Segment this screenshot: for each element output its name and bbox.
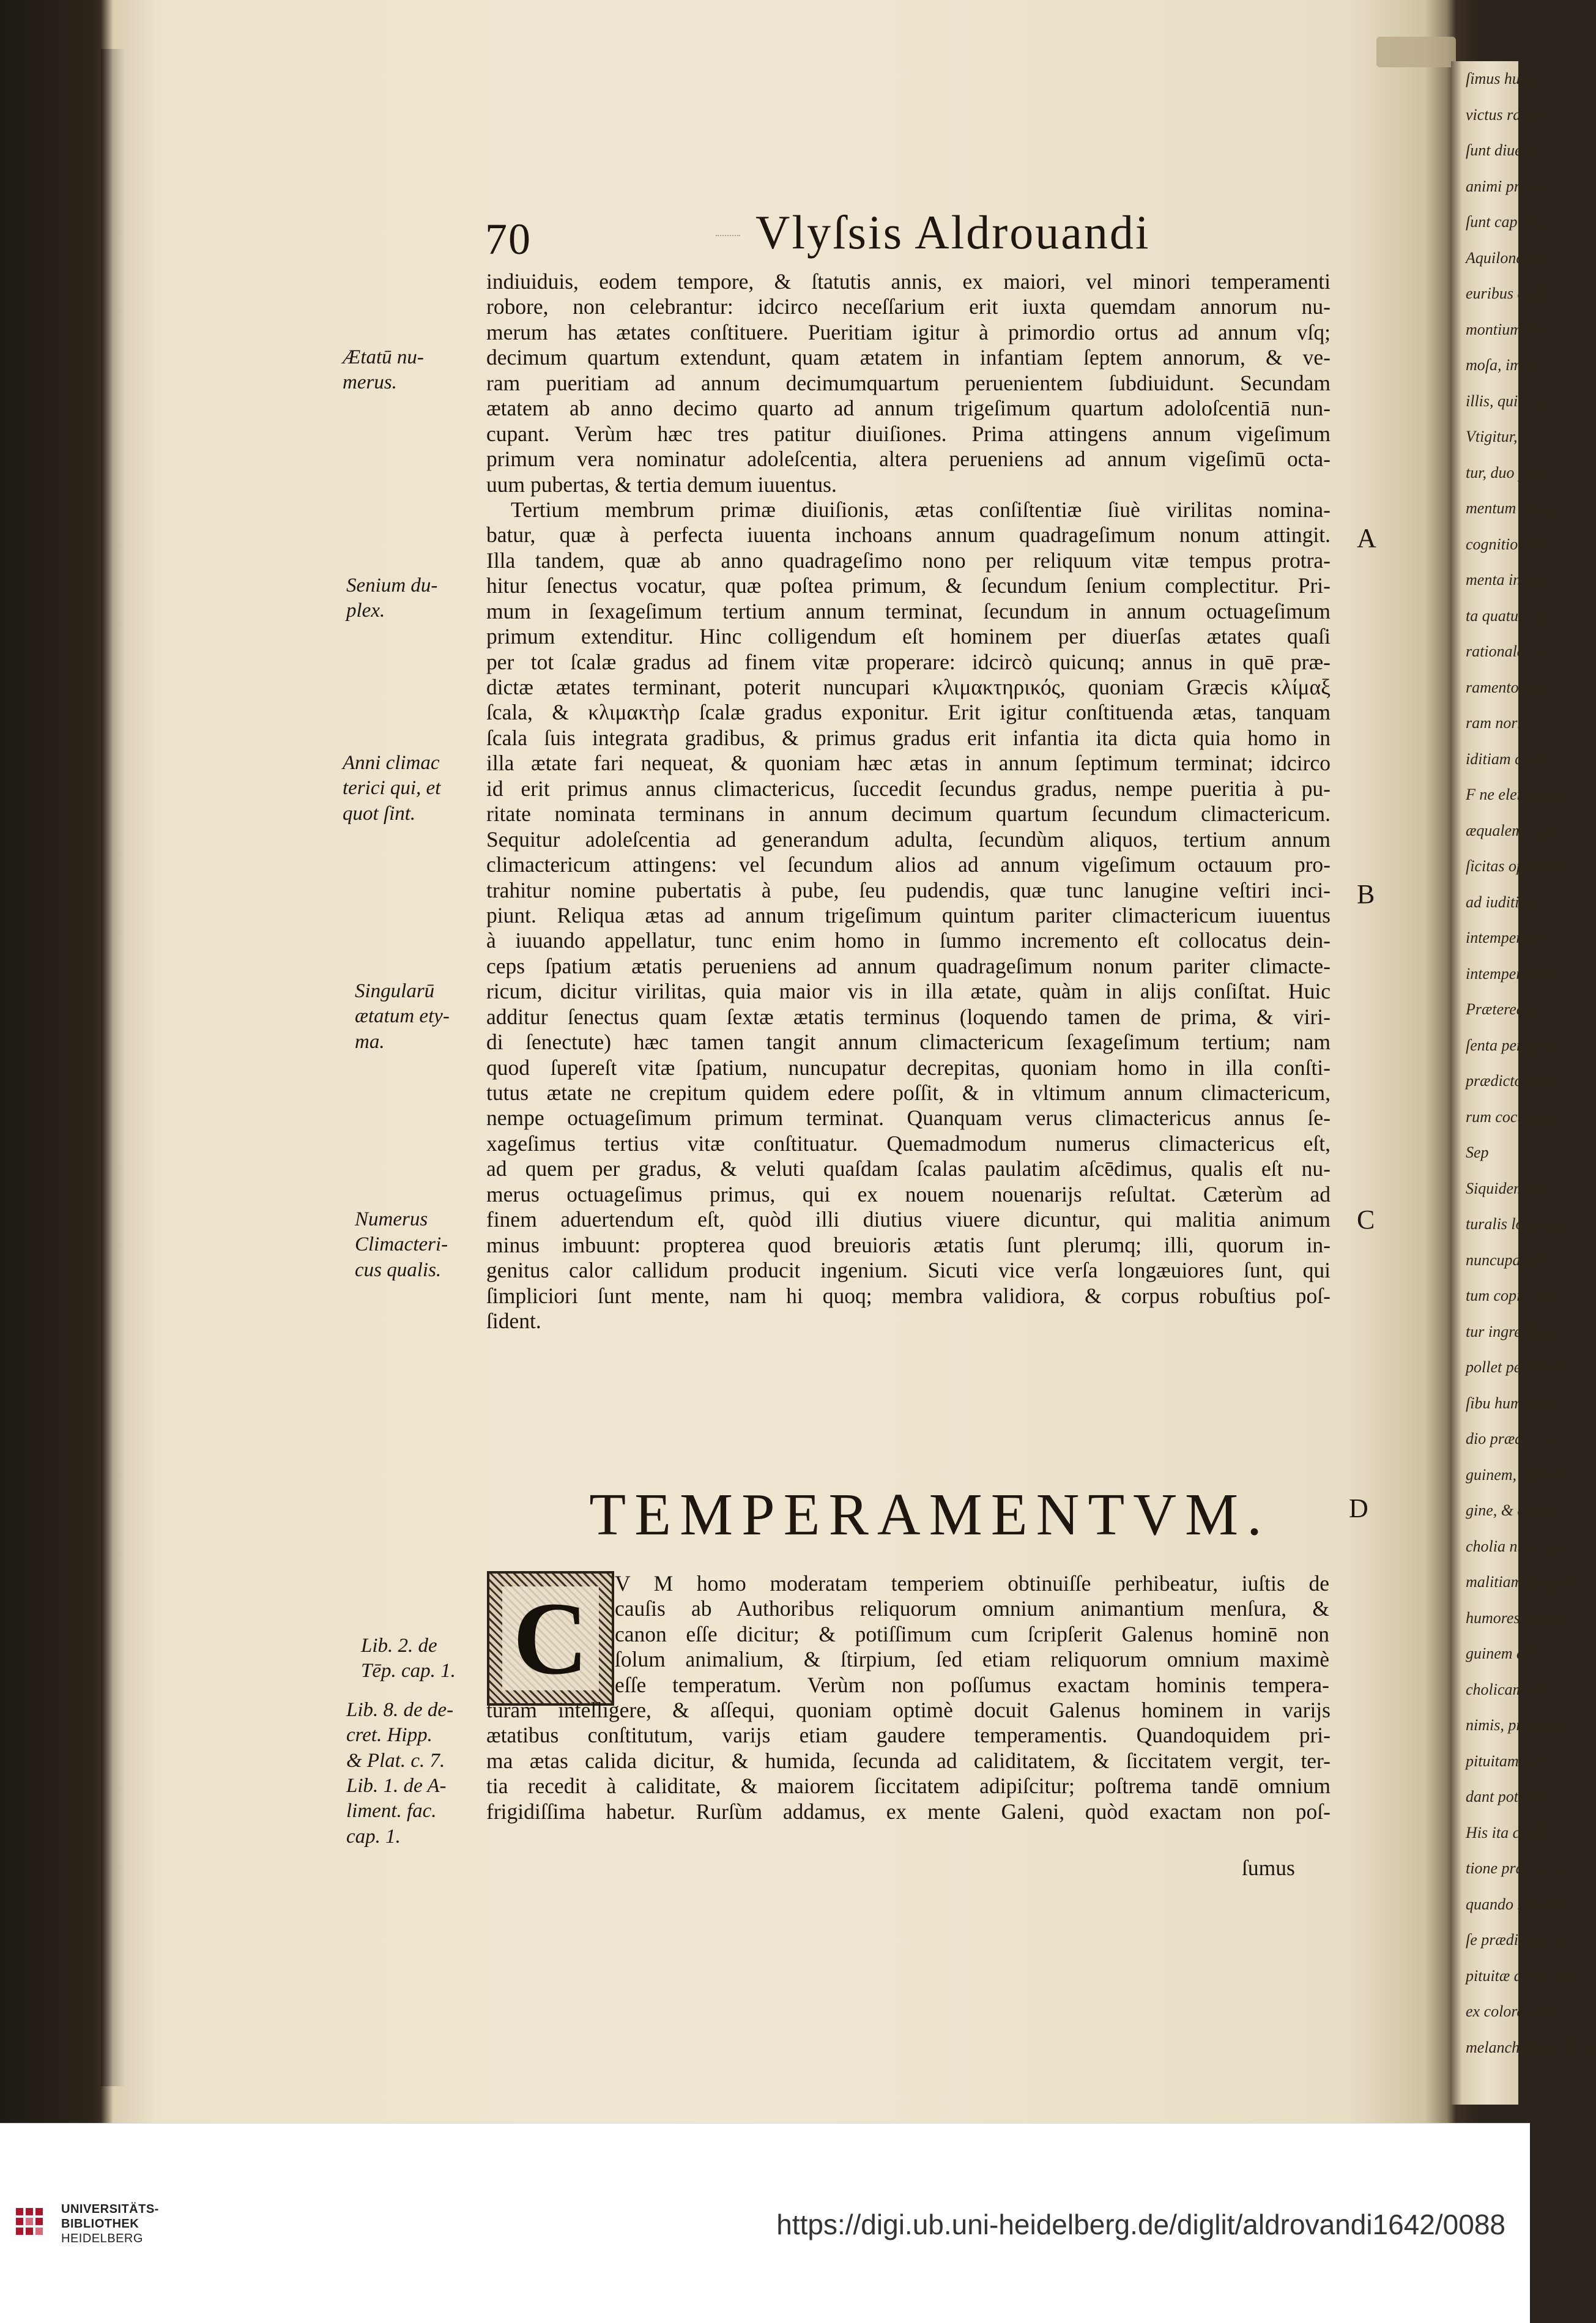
initial-letter: C bbox=[502, 1586, 599, 1690]
text-line: genitus calor callidum producit ingenium. Sicuti vice verſa longæuiores ſunt, qui bbox=[486, 1258, 1331, 1283]
text-line: nempe octuageſimum primum terminat. Quanquam verus climactericus annus ſe- bbox=[486, 1106, 1331, 1131]
facing-page-line: tione prædomin bbox=[1466, 1859, 1566, 1877]
side-note-line: quot ſint. bbox=[343, 802, 416, 825]
margin-letter-b: B bbox=[1357, 879, 1375, 909]
text-line: à iuuando appellatur, tunc enim homo in ſummo incremento eſt collocatus dein- bbox=[486, 928, 1331, 953]
text-line: merum has ætates conſtituere. Pueritiam igitur à primordio ortus ad annum vſq; bbox=[486, 319, 1331, 344]
text-line: di ſenectute) hæc tamen tangit annum climactericum ſexageſimum tertium; nam bbox=[486, 1030, 1331, 1055]
side-note-line: Lib. 8. de de- bbox=[346, 1699, 454, 1721]
logo-line-1: UNIVERSITÄTS- bbox=[61, 2202, 159, 2216]
margin-letter-d: D bbox=[1349, 1493, 1368, 1523]
facing-page-line: iditiam conſ bbox=[1466, 749, 1542, 768]
side-note-line: Lib. 1. de A- bbox=[346, 1775, 447, 1797]
facing-page-line: dant poterit. bbox=[1466, 1788, 1545, 1805]
side-note-line: Anni climac bbox=[343, 752, 440, 774]
facing-page-line: rationales qu bbox=[1466, 642, 1550, 660]
text-line: trahitur nomine pubertatis à pube, ſeu pudendis, quæ tunc lanugine veſtiri inci- bbox=[486, 877, 1331, 902]
text-line: uum pubertas, & tertia demum iuuentus. bbox=[486, 472, 837, 497]
facing-page-line: cholia nuncupat bbox=[1466, 1537, 1569, 1555]
viewer-footer bbox=[0, 2123, 1530, 2323]
text-line: minus imbuunt: propterea quod breuioris ætatis ſunt plerumq; illi, quorum in- bbox=[486, 1232, 1331, 1257]
text-line: mum in ſexageſimum tertium annum terminat, ſecundum in annum octuageſimum bbox=[486, 598, 1331, 623]
side-note-line: & Plat. c. 7. bbox=[346, 1749, 445, 1772]
facing-page-line: ſe prædictus: hu bbox=[1466, 1931, 1569, 1949]
text-line: ſcala ſuis integrata gradibus, & primus gradus erit infantia ita dicta quia homo in bbox=[486, 725, 1331, 750]
side-note-line: Climacteri- bbox=[355, 1233, 448, 1256]
text-line: canon eſſe dicitur; & potiſſimum cum ſcripſerit Galenus hominē non bbox=[615, 1621, 1329, 1646]
side-note-senium bbox=[346, 573, 437, 624]
head-ornament bbox=[716, 220, 740, 236]
facing-page-line: ex colore inter ſ bbox=[1466, 2002, 1567, 2020]
library-logo-icon bbox=[12, 2202, 55, 2245]
side-note-lib1 bbox=[346, 1774, 446, 1849]
text-line: additur ſenectus quam ſextæ ætatis terminus (loquendo tamen de prima, & viri- bbox=[486, 1004, 1331, 1029]
facing-page-line: pollet per vena bbox=[1466, 1358, 1561, 1376]
side-note-line: Singularū bbox=[355, 980, 435, 1002]
catchword: ſumus bbox=[1242, 1856, 1295, 1880]
facing-page-line: cholicam terr bbox=[1466, 1680, 1552, 1698]
text-line: ad quem per gradus, & veluti quaſdam ſcalas paulatim aſcēdimus, qualis eſt nu- bbox=[486, 1156, 1331, 1181]
logo-line-2: BIBLIOTHEK bbox=[61, 2217, 139, 2231]
facing-page-line: ram norma p bbox=[1466, 714, 1549, 732]
text-line: cupant. Verùm hæc tres patitur diuiſiones. Prima attingens annum vigeſimum bbox=[486, 421, 1331, 446]
page-number: 70 bbox=[485, 215, 532, 264]
text-line: xageſimus tertius vitæ conſtituatur. Quemadmodum numerus climactericus eſt, bbox=[486, 1131, 1331, 1156]
text-line: climactericum attingens: vel ſecundum alios ad annum vigeſimum octauum pro- bbox=[486, 852, 1331, 877]
text-line: eſſe temperatum. Verùm non poſſumus exactam hominis tempera- bbox=[615, 1672, 1329, 1697]
facing-page-line: Siquidem ali bbox=[1466, 1179, 1546, 1197]
text-line: ritate nominata terminans in annum decimum quartum ſecundum climactericum. bbox=[486, 801, 1331, 827]
facing-page-line: F ne elementor bbox=[1466, 786, 1562, 803]
facing-page-line: prædicto temp bbox=[1466, 1072, 1557, 1090]
side-note-line: terici qui, et bbox=[343, 777, 441, 800]
text-line: V M homo moderatam temperiem obtinuiſſe perhibeatur, iuſtis de bbox=[615, 1571, 1329, 1596]
text-line: ſident. bbox=[486, 1308, 541, 1333]
text-after-initial bbox=[486, 1698, 1331, 1824]
facing-page-line: tur, duo præ bbox=[1466, 463, 1543, 481]
side-note-line: Senium du- bbox=[346, 574, 438, 597]
facing-page-line: cognitione hi bbox=[1466, 535, 1550, 553]
facing-page-line: guinem, ſed ma bbox=[1466, 1465, 1564, 1484]
facing-page-line: nuncupatam t bbox=[1466, 1251, 1553, 1269]
text-line: ætatem ab anno decimo quarto ad annum trigeſimum quartum adoloſcentiā nun- bbox=[486, 396, 1331, 421]
text-line: frigidiſſima habetur. Rurſùm addamus, ex mente Galeni, quòd exactam non poſ- bbox=[486, 1799, 1331, 1824]
facing-page-line: intemperatis v bbox=[1466, 964, 1557, 983]
running-head: Vlyſsis Aldrouandi bbox=[755, 206, 1151, 259]
text-line: Sequitur adoleſcentia ad generandum adulta, ſecundùm aliquos, tertium annum bbox=[486, 827, 1331, 852]
text-line: ceps ſpatium ætatis perueniens ad annum quadrageſimum nonum pariter climacte- bbox=[486, 953, 1331, 978]
facing-page-line: ta quatuor ſi bbox=[1466, 606, 1546, 625]
facing-page-line: montium Acc bbox=[1466, 320, 1549, 338]
side-note-singularum bbox=[355, 979, 450, 1055]
text-line: ma ætas calida dicitur, & humida, ſecunda ad caliditatem, & ſiccitatem vergit, ter- bbox=[486, 1748, 1331, 1773]
facing-page-line: tur ingrediatur bbox=[1466, 1322, 1561, 1340]
text-line: ſolum animalium, & ſtirpium, ſed etiam reliquorum omnium maximè bbox=[615, 1647, 1329, 1672]
text-line: tia recedit à caliditate, & maiorem ſiccitatem adipiſcitur; poſtrema tandē omnium bbox=[486, 1774, 1331, 1799]
facing-page-line: rum coctionem bbox=[1466, 1107, 1561, 1126]
text-line: per tot ſcalæ gradus ad finem vitæ properare: idcircò quicunq; annus in quē præ- bbox=[486, 649, 1331, 674]
facing-page-line: Aquilonarem bbox=[1466, 248, 1548, 267]
decorated-initial bbox=[487, 1571, 614, 1706]
facing-page-line: ad iuditiam, bbox=[1466, 893, 1543, 911]
facing-page-line: tum copia refe bbox=[1466, 1287, 1557, 1304]
facing-page-line: æqualem ad iu bbox=[1466, 821, 1560, 839]
side-note-lib2 bbox=[361, 1634, 456, 1684]
side-note-line: Lib. 2. de bbox=[361, 1635, 437, 1657]
text-line: cauſis ab Authoribus reliquorum omnium animantium menſura, & bbox=[615, 1596, 1329, 1621]
side-note-line: cret. Hipp. bbox=[346, 1724, 432, 1747]
side-note-anni-climacterici bbox=[343, 751, 440, 827]
facing-page-line: illis, qui in pl bbox=[1466, 392, 1551, 410]
text-beside-initial bbox=[615, 1571, 1329, 1698]
text-line: finem aduertendum eſt, quòd illi diutius viuere dicuntur, qui malitia animum bbox=[486, 1207, 1331, 1232]
side-note-line: liment. fac. bbox=[346, 1800, 437, 1823]
facing-page-line: turalis locata a bbox=[1466, 1215, 1563, 1233]
facing-page-line: Sep bbox=[1466, 1143, 1489, 1161]
side-note-line: ma. bbox=[355, 1030, 385, 1053]
text-line: decimum quartum extendunt, quam ætatem in infantiam ſeptem annorum, & ve- bbox=[486, 345, 1331, 370]
side-note-line: Tēp. cap. 1. bbox=[361, 1660, 456, 1682]
text-line: batur, quæ à perfecta iuuenta inchoans annum quadrageſimum nonum attingit. bbox=[486, 522, 1331, 548]
facing-page-line: quando homo e bbox=[1466, 1895, 1564, 1913]
text-line: piunt. Reliqua ætas ad annum trigeſimum quintum pariter climactericum iuuentus bbox=[486, 902, 1331, 927]
text-line: indiuiduis, eodem tempore, & ſtatutis annis, ex maiori, vel minori temperamenti bbox=[486, 269, 1331, 294]
facing-page-line: ſicitas operatio bbox=[1466, 857, 1563, 875]
text-line: dictæ ætates terminant, poterit nuncupari κλιμακτηρικός, quoniam Græcis κλίμαξ bbox=[486, 675, 1331, 699]
facing-page-line: guinem ad bbox=[1466, 1645, 1533, 1662]
text-line: ricum, dicitur virilitas, quia maior vis in illa ætate, quàm in alijs conſiſtat. Huic bbox=[486, 979, 1331, 1004]
facing-page-line: ramentorum bbox=[1466, 678, 1545, 696]
side-note-lib8 bbox=[346, 1698, 453, 1774]
text-line: tutus ætate ne crepitum quidem edere poſſit, & in vltimum annum climactericum, bbox=[486, 1080, 1331, 1105]
side-note-line: ætatum ety- bbox=[355, 1005, 450, 1028]
facing-page-line: animi propter bbox=[1466, 177, 1553, 195]
facing-page-line: dio prædictam bbox=[1466, 1430, 1558, 1448]
side-note-line: Numerus bbox=[355, 1208, 428, 1230]
facing-page-line: pituitæ dominium bbox=[1466, 1966, 1578, 1985]
side-note-line: Ætatū nu- bbox=[343, 346, 424, 368]
text-line: ſcala, & κλιμακτὴρ ſcalæ gradus exponitur. Erit igitur conſtituenda ætas, tanquam bbox=[486, 700, 1331, 725]
facing-page-line: ſunt capillis, bbox=[1466, 213, 1545, 231]
margin-letter-a: A bbox=[1357, 523, 1376, 553]
facing-page-line: malitiam ſanguir bbox=[1466, 1573, 1573, 1591]
facing-page-line: Præterea e bbox=[1466, 1000, 1535, 1018]
text-line: ram pueritiam ad annum decimumquartum peruenientem ſubdiuidunt. Secundam bbox=[486, 370, 1331, 395]
facing-page-line: ſenta per ſpati bbox=[1466, 1036, 1556, 1054]
text-line: turam intelligere, & aſſequi, quoniam optimè docuit Galenus hominem in varijs bbox=[486, 1698, 1331, 1722]
side-note-line: plex. bbox=[346, 600, 385, 622]
facing-page-line: victus ration bbox=[1466, 105, 1546, 124]
text-line: id erit primus annus climactericus, ſuccedit ſecundus gradus, nempe pueritia à pu- bbox=[486, 776, 1331, 801]
text-line: quod ſupereſt vitæ ſpatium, nuncupatur decrepitas, quoniam homo in illa conſti- bbox=[486, 1055, 1331, 1080]
text-line: ætatibus conſtitutum, varijs etiam gaudere temperamentis. Quandoquidem pri- bbox=[486, 1723, 1331, 1748]
side-note-aetatum bbox=[343, 345, 424, 396]
side-note-line: merus. bbox=[343, 371, 397, 394]
facing-page-line: euribus craſſ bbox=[1466, 284, 1548, 302]
text-line: illa ætate fari nequeat, & quoniam hæc ætas in annum ſeptimum terminat; idcirco bbox=[486, 751, 1331, 776]
side-note-numerus bbox=[355, 1207, 448, 1283]
text-line: Illa tandem, quæ ab anno quadrageſimo nono per reliquum vitæ tempus protra- bbox=[486, 548, 1331, 573]
facing-page-line: mentum aliqu bbox=[1466, 499, 1553, 517]
main-text-block bbox=[486, 269, 1331, 1334]
facing-page-line: humores omni t bbox=[1466, 1608, 1564, 1627]
text-line: ſimpliciori ſunt mente, nam hi quoq; membra validiora, & corpus robuſtius poſ- bbox=[486, 1283, 1331, 1308]
facing-page-line: ſibu humani c bbox=[1466, 1394, 1553, 1412]
facing-page-line: nimis, prædicta bbox=[1466, 1716, 1565, 1734]
facing-page-line: gine, & alba r bbox=[1466, 1501, 1556, 1519]
side-note-line: cus qualis. bbox=[355, 1258, 442, 1281]
text-line: Tertium membrum primæ diuiſionis, ætas conſiſtentiæ ſiuè virilitas nomina- bbox=[511, 497, 1331, 522]
side-note-line: cap. 1. bbox=[346, 1825, 401, 1848]
facing-page-line: intemperatum bbox=[1466, 929, 1554, 946]
margin-letter-c: C bbox=[1357, 1205, 1375, 1235]
text-line: merus octuageſimus primus, qui ex nouem nouenarijs reſultat. Cæterùm ad bbox=[486, 1181, 1331, 1206]
facing-page-line: pituitam aeri bbox=[1466, 1752, 1549, 1770]
facing-page-line: moſa, immò t bbox=[1466, 356, 1550, 374]
facing-page-line: ſimus huma bbox=[1466, 70, 1540, 87]
facing-page-line: His ita conſt bbox=[1466, 1823, 1545, 1842]
section-title: TEMPERAMENTVM. bbox=[589, 1482, 1271, 1548]
text-line: primum vera nominatur adoleſcentia, altera perueniens ad annum vigeſimū octa- bbox=[486, 447, 1331, 472]
logo-line-3: HEIDELBERG bbox=[61, 2232, 143, 2245]
facing-page-line: menta in hou bbox=[1466, 571, 1549, 589]
permalink-url[interactable]: https://digi.ub.uni-heidelberg.de/diglit/aldrovandi1642/0088 bbox=[776, 2209, 1505, 2240]
facing-page-line: Vtigitur, n bbox=[1466, 428, 1530, 445]
text-line: primum extenditur. Hinc colligendum eſt hominem per diuerſas ætates quaſi bbox=[486, 624, 1331, 649]
text-line: robore, non celebrantur: idcirco neceſſarium erit iuxta quemdam annorum nu- bbox=[486, 294, 1331, 319]
text-line: hitur ſenectus vocatur, quæ poſtea primum, & ſecundum ſenium complectitur. Pri- bbox=[486, 573, 1331, 598]
facing-page-line: ſunt diuerſa bbox=[1466, 141, 1541, 159]
facing-page-line: melancholiam, & ſic bbox=[1466, 2038, 1596, 2056]
